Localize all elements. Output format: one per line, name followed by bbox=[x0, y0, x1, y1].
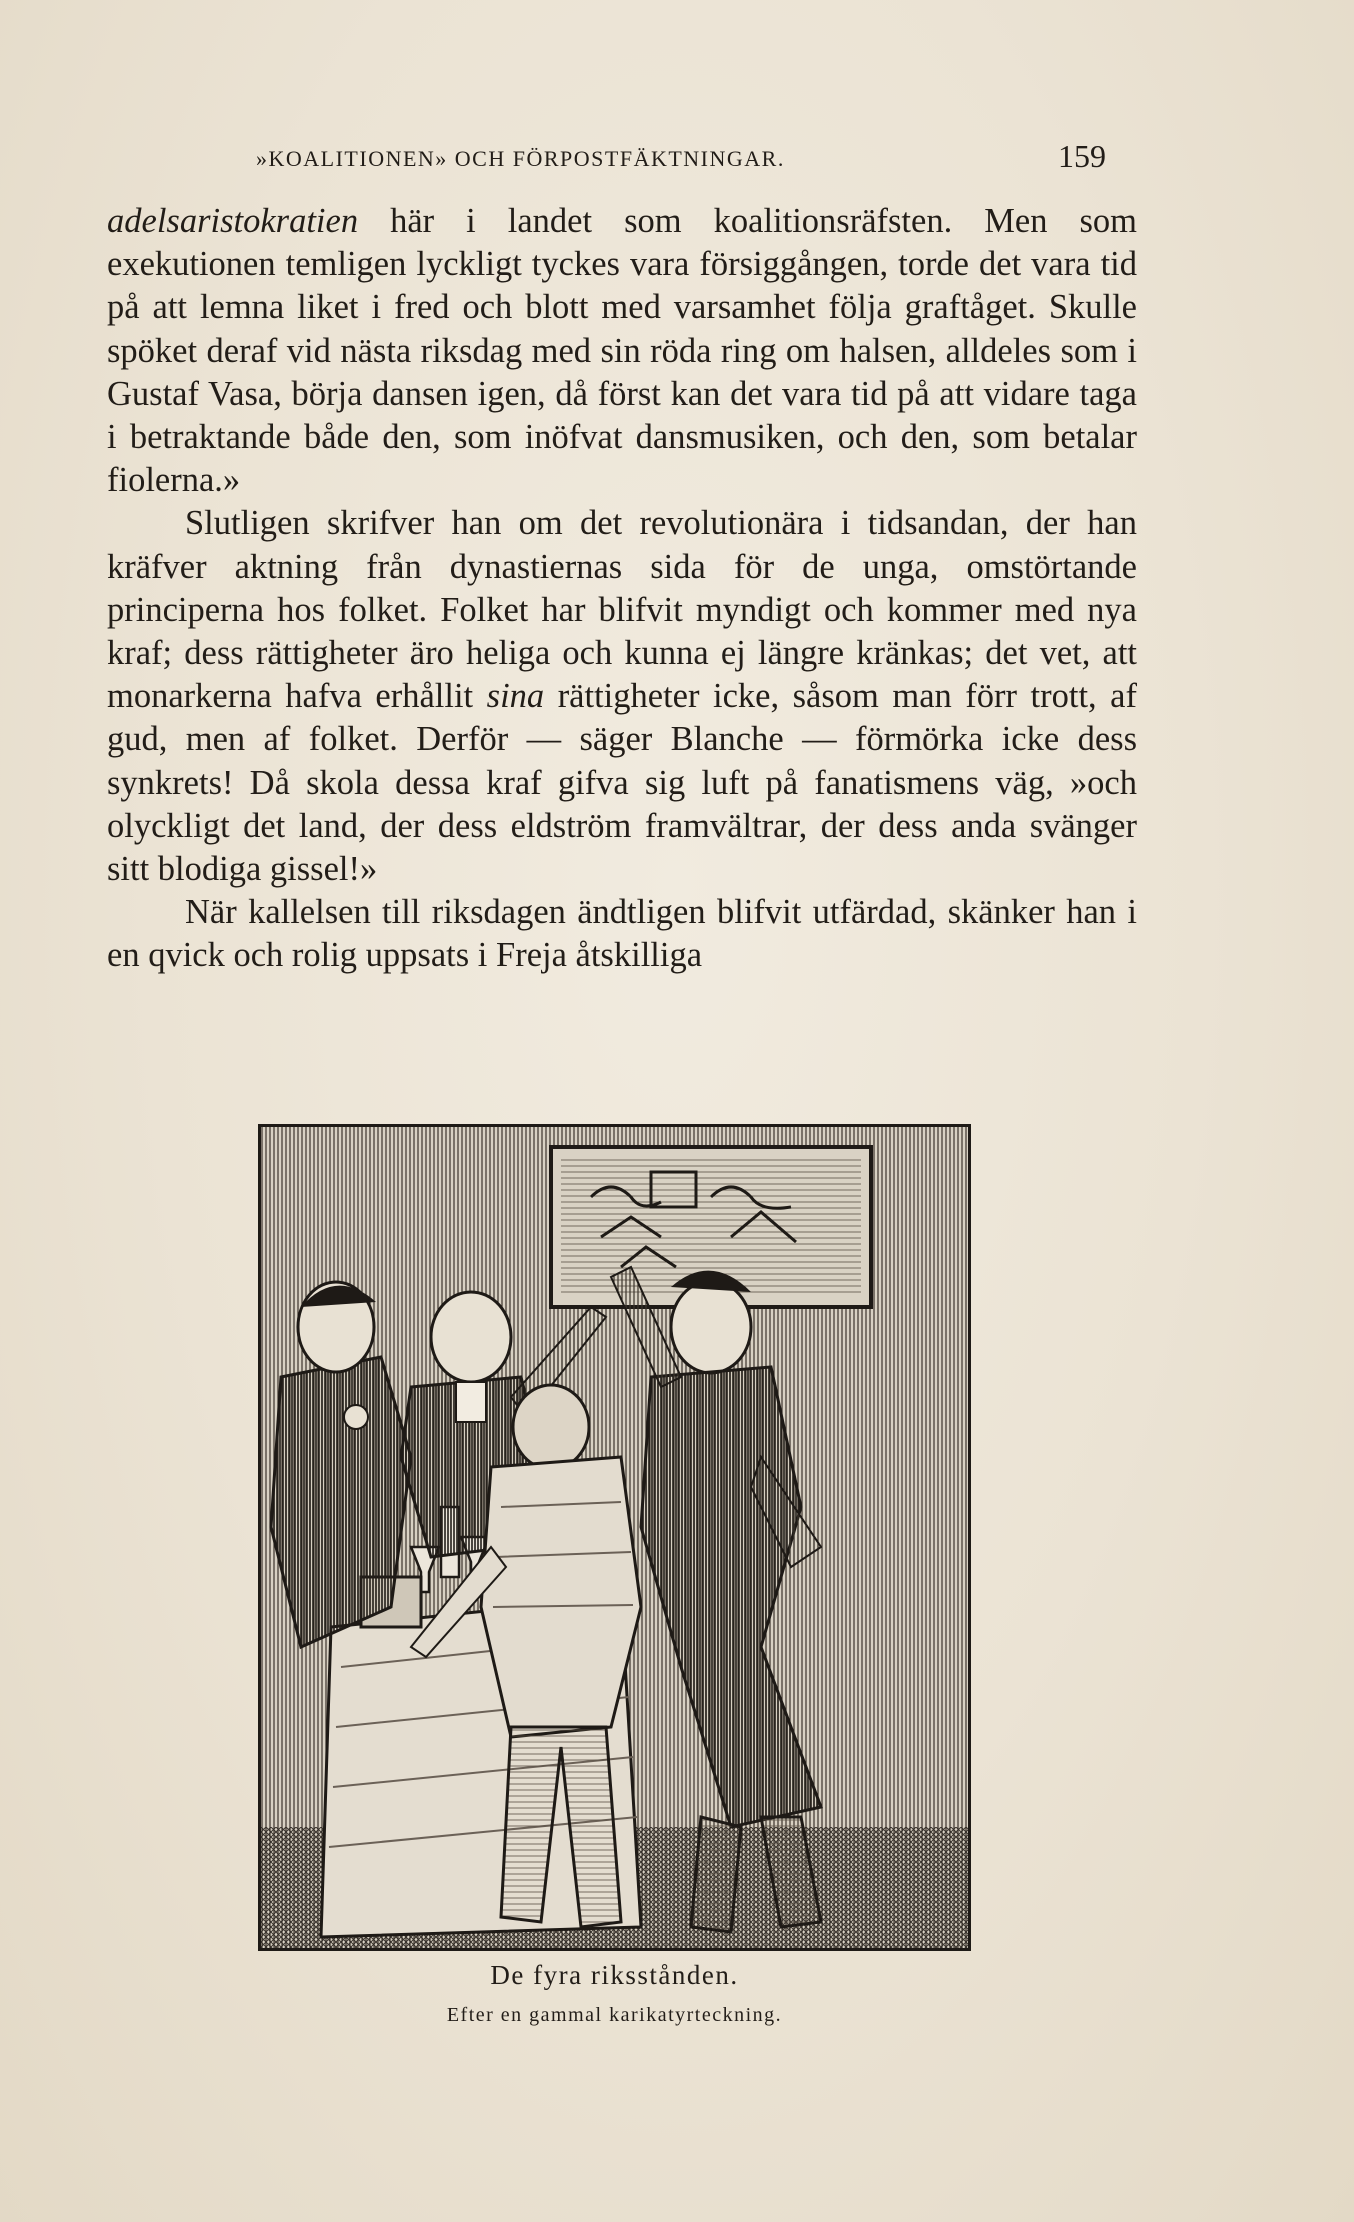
paragraph-1-text: här i landet som koalitionsräfsten. Men som exekutionen temligen lyckligt tyckes vara försiggången, torde det vara tid på att lemna liket i fred och blott med varsamhet följa graftåget. Skulle spöket deraf vid nästa riksdag med sin röda ring om halsen, alldeles som i Gustaf Vasa, börja dansen igen, då först kan det vara tid på att vidare taga i betraktande både den, som inöfvat dansmusiken, och den, som betalar fiolerna.» bbox=[107, 202, 1137, 500]
page-number: 159 bbox=[1058, 138, 1106, 174]
engraving bbox=[261, 1127, 968, 1948]
running-header bbox=[256, 138, 1106, 178]
paragraph-2-part1: Slutligen skrifver han om det revolutionära i tidsandan, der han kräfver aktning från dynastiernas sida för de unga, omstörtande principerna hos folket. Folket har blifvit myndigt och kommer med nya kraf; dess rättigheter äro heliga och kunna ej längre kränkas; det vet, att monarkerna hafva erhållit bbox=[107, 504, 1137, 716]
figure-credit: Efter en gammal karikatyrteckning. bbox=[446, 2004, 783, 2026]
paragraph-3 bbox=[107, 891, 1137, 977]
paragraph-2-part2: rättigheter icke, såsom man förr trott, af gud, men af folket. Derför — säger Blanche — förmörka icke dess synkrets! Då skola dessa kraf gifva sig luft på fanatismens väg, »och olyckligt det land, der dess eldström framvältrar, der dess anda svänger sitt blodiga gissel!» bbox=[107, 677, 1137, 889]
body-text bbox=[107, 200, 1137, 978]
figure-caption: De fyra riksstånden. bbox=[490, 1960, 739, 1990]
paragraph-3-text: När kallelsen till riksdagen ändtligen blifvit utfärdad, skänker han i en qvick och rolig uppsats i Freja åtskilliga bbox=[107, 893, 1137, 975]
italic-lead: adelsaristokratien bbox=[107, 202, 359, 240]
running-title: »KOALITIONEN» OCH FÖRPOSTFÄKTNINGAR. bbox=[256, 146, 785, 171]
caricature-illustration bbox=[258, 1124, 971, 1951]
paragraph-1 bbox=[107, 200, 1137, 502]
paragraph-2-italic: sina bbox=[486, 677, 545, 716]
paragraph-2 bbox=[107, 502, 1137, 891]
